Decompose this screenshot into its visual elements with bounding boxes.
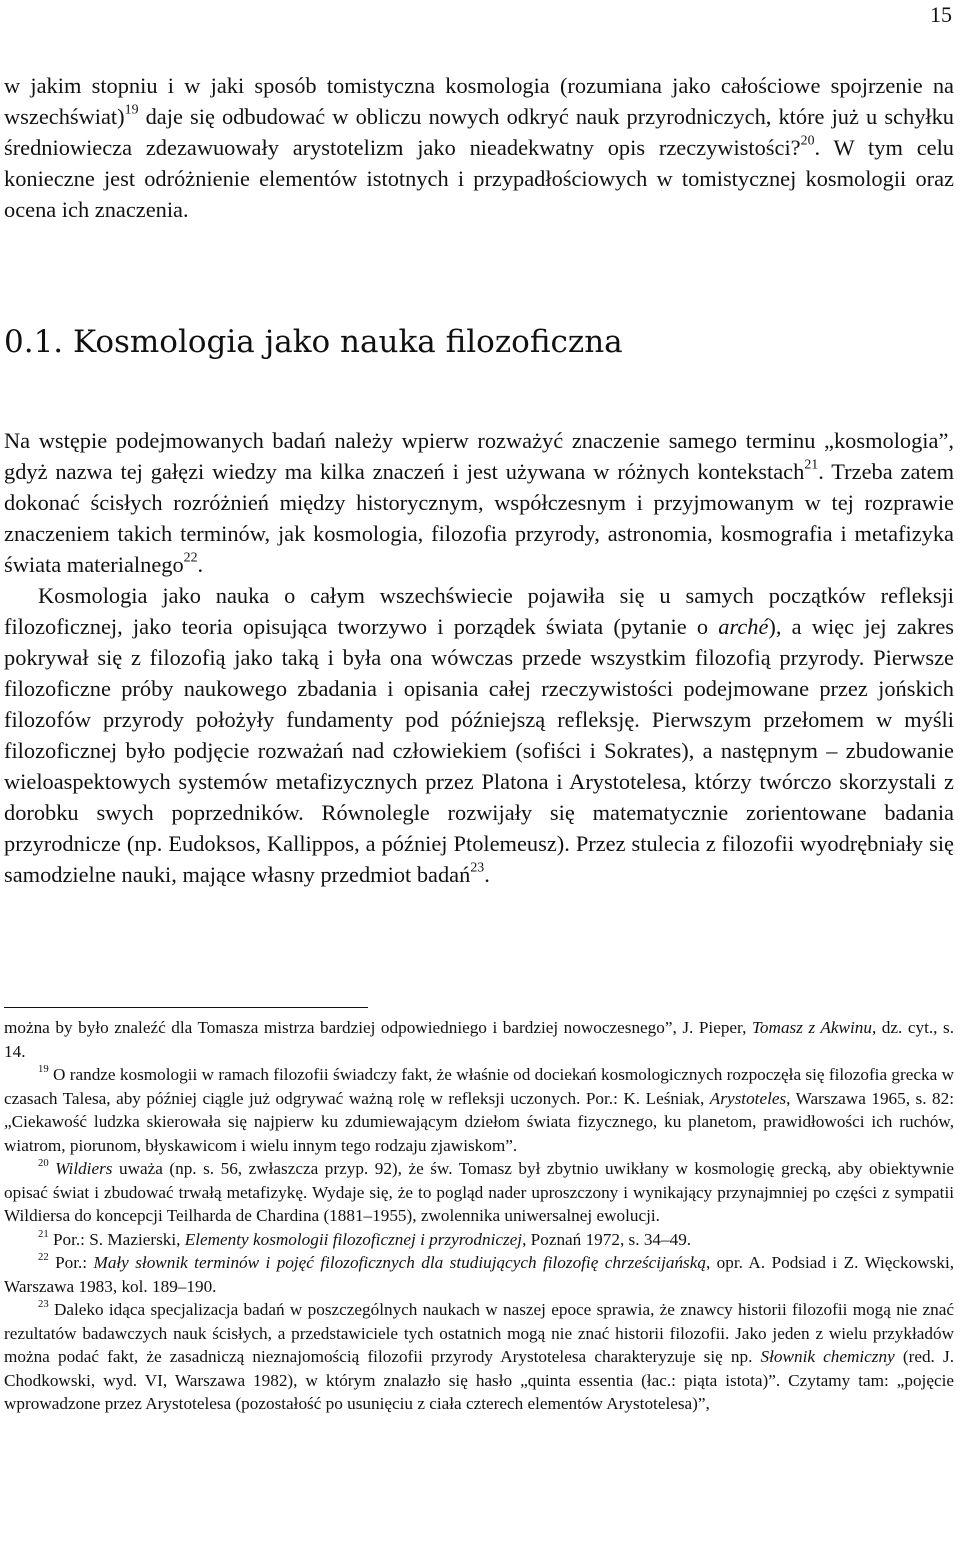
p2-text-3: . xyxy=(484,862,490,887)
footnote-22-number: 22 xyxy=(38,1252,49,1264)
footnote-23 xyxy=(4,1298,954,1416)
p2-text-1: Kosmologia jako nauka o całym wszechświecie pojawiła się u samych początków refleksji filozoficznej, jako teoria opisująca tworzywo i porządek świata (pytanie o xyxy=(4,583,954,639)
intro-text-1: w jakim stopniu i w jaki sposób tomistyczna kosmologia (rozumiana jako całościowe spojrzenie na wszechświat) xyxy=(4,73,954,129)
footnote-separator xyxy=(4,1007,368,1008)
footnote-19 xyxy=(4,1063,954,1157)
footnote-ref-23[interactable]: 23 xyxy=(470,860,485,876)
footnote-ref-22[interactable]: 22 xyxy=(183,550,198,566)
fn-cont-italic: Tomasz z Akwinu xyxy=(751,1018,872,1037)
footnote-23-number: 23 xyxy=(38,1299,49,1311)
fn21-italic: Elementy kosmologii filozoficznej i przyrodniczej xyxy=(184,1229,523,1249)
footnote-19-number: 19 xyxy=(38,1064,49,1076)
p1-text-3: . xyxy=(197,552,204,577)
fn22-text-1: Por.: xyxy=(48,1253,94,1272)
main-text xyxy=(4,425,954,890)
fn21-text-2: , Poznań 1972, s. 34–49. xyxy=(522,1229,692,1249)
fn19-italic: Arystoteles xyxy=(709,1088,787,1108)
intro-text-3: . W tym celu konieczne jest odróżnienie elementów istotnych i przypadłościowych w tomistycznej kosmologii oraz ocena ich znaczenia. xyxy=(4,135,954,222)
footnote-continuation xyxy=(4,1016,954,1063)
footnote-22 xyxy=(4,1251,954,1298)
fn20-italic: Wildiers xyxy=(48,1159,113,1178)
p1-text-2: . Trzeba zatem dokonać ścisłych rozróżnień między historycznym, współczesnym i przyjmowanym w tej rozprawie znaczeniem takich terminów, jak kosmologia, filozofia przyrody, astronomia, kosmografia i metafizyka świata materialnego xyxy=(4,459,955,577)
fn22-text-2: , opr. A. Podsiad i Z. Więckowski, Warszawa 1983, kol. 189–190. xyxy=(4,1253,955,1296)
footnotes xyxy=(4,1016,954,1416)
footnote-20 xyxy=(4,1157,954,1228)
intro-paragraph xyxy=(4,70,954,225)
paragraph-history xyxy=(4,580,954,890)
footnote-21 xyxy=(4,1228,954,1252)
fn22-italic: Mały słownik terminów i pojęć filozoficznych dla studiujących filozofię chrześcijańską xyxy=(93,1253,706,1272)
intro-text-2: daje się odbudować w obliczu nowych odkryć nauk przyrodniczych, które już u schyłku średniowiecza zdezawuowały arystotelizm jako nieadekwatny opis rzeczywistości? xyxy=(4,104,954,160)
footnote-21-number: 21 xyxy=(38,1228,49,1240)
page-number: 15 xyxy=(930,2,952,27)
fn23-italic: Słownik chemiczny xyxy=(760,1347,895,1366)
fn20-text-1: uważa (np. s. 56, zwłaszcza przyp. 92), że św. Tomasz był zbytnio uwikłany w kosmologię grecką, aby obiektywnie opisać świat i zbudować trwałą metafizykę. Wydaje się, że to pogląd nader uproszczony i wynikający przynajmniej po części z sympatii Wildiersa do koncepcji Teilharda de Chardina (1881–1955), zwolennika uniwersalnej ewolucji. xyxy=(4,1159,955,1225)
fn21-text-1: Por.: S. Mazierski, xyxy=(48,1229,185,1249)
fn19-text-1: O randze kosmologii w ramach filozofii świadczy fakt, że właśnie od dociekań kosmologicznych rozpoczęła się filozofia grecka w czasach Talesa, aby później ciągle już odgrywać ważną rolę w refleksji uczonych. Por.: K. Leśniak, xyxy=(4,1065,954,1108)
p2-italic-arche: arché xyxy=(718,614,769,639)
p2-text-2: ), a więc jej zakres pokrywał się z filozofią jako taką i była ona wówczas przede wszystkim filozofią przyrody. Pierwsze filozoficzne próby naukowego zbadania i opisania całej rzeczywistości podejmowane przez jońskich filozofów przyrody położyły fundamenty pod późniejszą refleksję. Pierwszym przełomem w myśli filozoficznej było podjęcie rozważań nad człowiekiem (sofiści i Sokrates), a następnym – zbudowanie wieloaspektowych systemów metafizycznych przez Platona i Arystotelesa, którzy twórczo skorzystali z dorobku swych poprzedników. Równolegle rozwijały się matematycznie zorientowane badania przyrodnicze (np. Eudoksos, Kallippos, a później Ptolemeusz). Przez stulecia z filozofii wyodrębniały się samodzielne nauki, mające własny przedmiot badań xyxy=(4,614,954,887)
p1-text-1: Na wstępie podejmowanych badań należy wpierw rozważyć znaczenie samego terminu „kosmologia”, gdyż nazwa tej gałęzi wiedzy ma kilka znaczeń i jest używana w różnych kontekstach xyxy=(4,428,954,484)
fn23-text-1: Daleko idąca specjalizacja badań w poszczególnych naukach w naszej epoce sprawia, że znawcy historii filozofii mogą nie znać rezultatów badawczych nauk ścisłych, a przedstawiciele tych ostatnich mogą nie znać historii filozofii. Jako jeden z wielu przykładów można podać fakt, że zasadniczą nieznajomością filozofii przyrody Arystotelesa charakteryzuje się np. xyxy=(4,1300,954,1366)
fn19-text-2: , Warszawa 1965, s. 82: „Ciekawość ludzka skierowała się najpierw ku zdumiewającym dziełom świata fizycznego, ku planetom, prawidłowości ich ruchów, wiatrom, piorunom, błyskawicom i wielu innym tego rodzaju zjawiskom”. xyxy=(4,1088,954,1155)
footnote-ref-21[interactable]: 21 xyxy=(804,457,819,473)
footnote-ref-20[interactable]: 20 xyxy=(800,133,815,149)
fn-cont-text-2: , dz. cyt., s. 14. xyxy=(4,1018,954,1061)
footnote-20-number: 20 xyxy=(38,1158,49,1170)
fn-cont-text-1: można by było znaleźć dla Tomasza mistrza bardziej odpowiedniego i bardziej nowoczesnego”, J. Pieper, xyxy=(4,1018,752,1037)
paragraph-terminology xyxy=(4,425,954,580)
section-heading: 0.1. Kosmologia jako nauka filozoficzna xyxy=(4,324,623,360)
footnote-ref-19[interactable]: 19 xyxy=(124,102,139,118)
fn23-text-2: (red. J. Chodkowski, wyd. VI, Warszawa 1982), w którym znalazło się hasło „quinta essentia (łac.: piąta istota)”. Czytamy tam: „pojęcie wprowadzone przez Arystotelesa (pozostałość po usunięciu z ciała czterech elementów Arystotelesa)”, xyxy=(4,1347,955,1413)
